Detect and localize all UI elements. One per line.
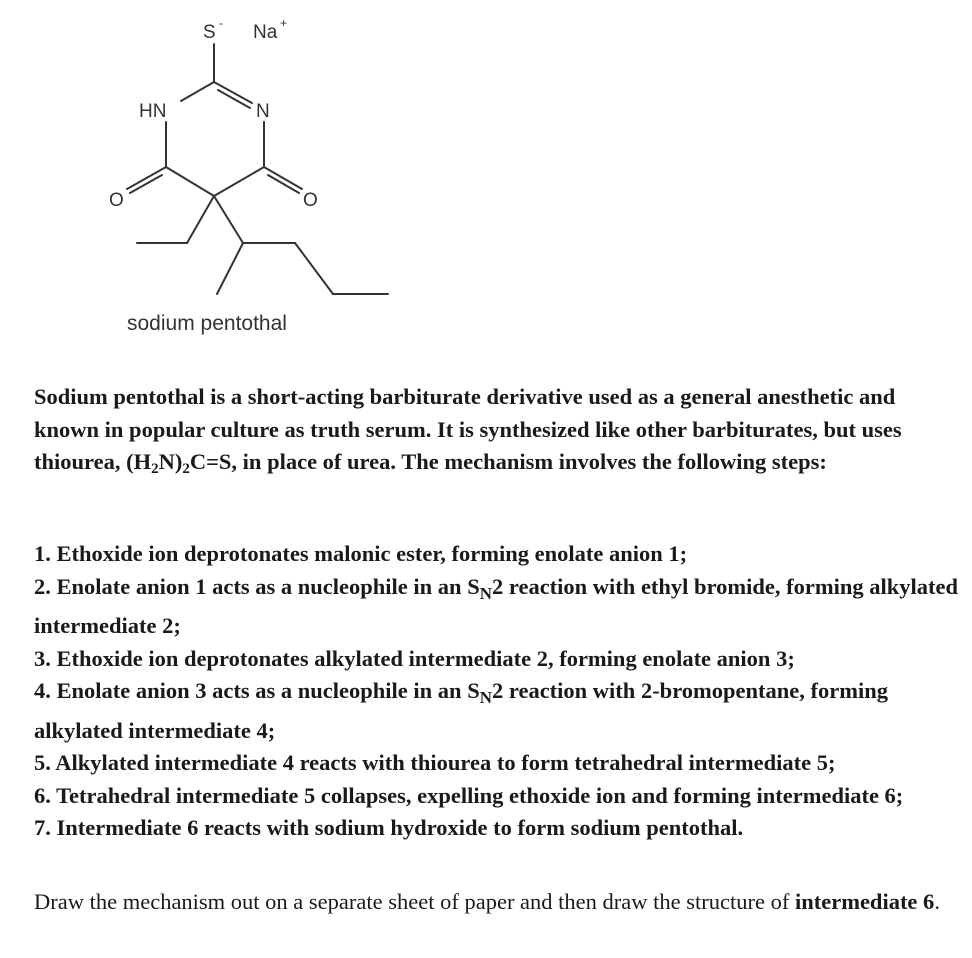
- bond-c6-c5: [166, 167, 214, 196]
- step-item: [34, 675, 964, 747]
- step-item: [34, 812, 964, 845]
- mechanism-steps: [34, 538, 964, 845]
- sodium-charge: +: [280, 16, 288, 30]
- intro-subscript-1: 2: [151, 461, 159, 477]
- oxygen-left-atom: O: [109, 190, 124, 211]
- step-text: 3. Ethoxide ion deprotonates alkylated intermediate 2, forming enolate anion 3;: [34, 645, 795, 671]
- step-text-after: 2 reaction with 2-bromopentane, forming alkylated intermediate 4;: [34, 678, 889, 743]
- step-text: 7. Intermediate 6 reacts with sodium hydroxide to form sodium pentothal.: [34, 815, 744, 840]
- step-subscript: N: [479, 688, 492, 707]
- sodium-pentothal-structure: [0, 0, 420, 350]
- sodium-atom: Na: [253, 22, 278, 43]
- step-text: 4. Enolate anion 3 acts as a nucleophile in an S: [34, 678, 480, 703]
- step-text: 2. Enolate anion 1 acts as a nucleophile in an S: [34, 573, 480, 599]
- bond-c4-c5: [214, 167, 264, 196]
- step-item: [34, 780, 964, 813]
- intro-part1: Sodium pentothal is a short-acting barbiturate derivative used as a general anesthetic and known in popular culture as truth serum. It is synthesized like other barbiturates, but uses thiourea, (H: [34, 384, 902, 474]
- intro-part2: N): [158, 449, 183, 474]
- question-end: .: [934, 889, 940, 914]
- sulfur-atom: S: [203, 22, 216, 43]
- intro-part3: C=S, in place of urea. The mechanism involves the following steps:: [189, 449, 827, 474]
- step-item: [34, 571, 964, 643]
- step-text: 1. Ethoxide ion deprotonates malonic ester, forming enolate anion 1;: [34, 541, 688, 566]
- question-text: Draw the mechanism out on a separate sheet of paper and then draw the structure of: [34, 889, 795, 914]
- step-item: [34, 643, 964, 676]
- bond-pentyl-methyl: [217, 243, 243, 294]
- step-item: [34, 747, 964, 780]
- bond-c5-pentyl: [214, 196, 243, 243]
- step-text: 5. Alkylated intermediate 4 reacts with thiourea to form tetrahedral intermediate 5;: [34, 750, 836, 775]
- intro-subscript-2: 2: [182, 461, 190, 477]
- bond-c6-o: [127, 167, 166, 189]
- structure-caption: sodium pentothal: [127, 312, 287, 335]
- nitrogen-atom: N: [256, 101, 270, 122]
- bond-c2-n1: [181, 82, 214, 101]
- nh-atom: HN: [139, 101, 167, 122]
- bond-c5-ethyl: [187, 196, 214, 243]
- bond-c4-o: [264, 167, 302, 189]
- sulfur-charge: -: [219, 16, 223, 30]
- question-emphasis: intermediate 6: [794, 889, 935, 914]
- step-subscript: N: [479, 583, 492, 603]
- step-text-after: 2 reaction with ethyl bromide, forming alkylated intermediate 2;: [34, 573, 959, 638]
- structure-diagram: [0, 0, 420, 350]
- oxygen-right-atom: O: [303, 190, 318, 211]
- bond-c2-n3: [214, 82, 252, 103]
- bond-pentyl-chain-2: [295, 243, 333, 294]
- question-paragraph: [34, 886, 964, 919]
- step-item: [34, 538, 964, 571]
- intro-paragraph: [34, 381, 964, 486]
- step-text: 6. Tetrahedral intermediate 5 collapses, expelling ethoxide ion and forming intermediate 6;: [34, 782, 904, 808]
